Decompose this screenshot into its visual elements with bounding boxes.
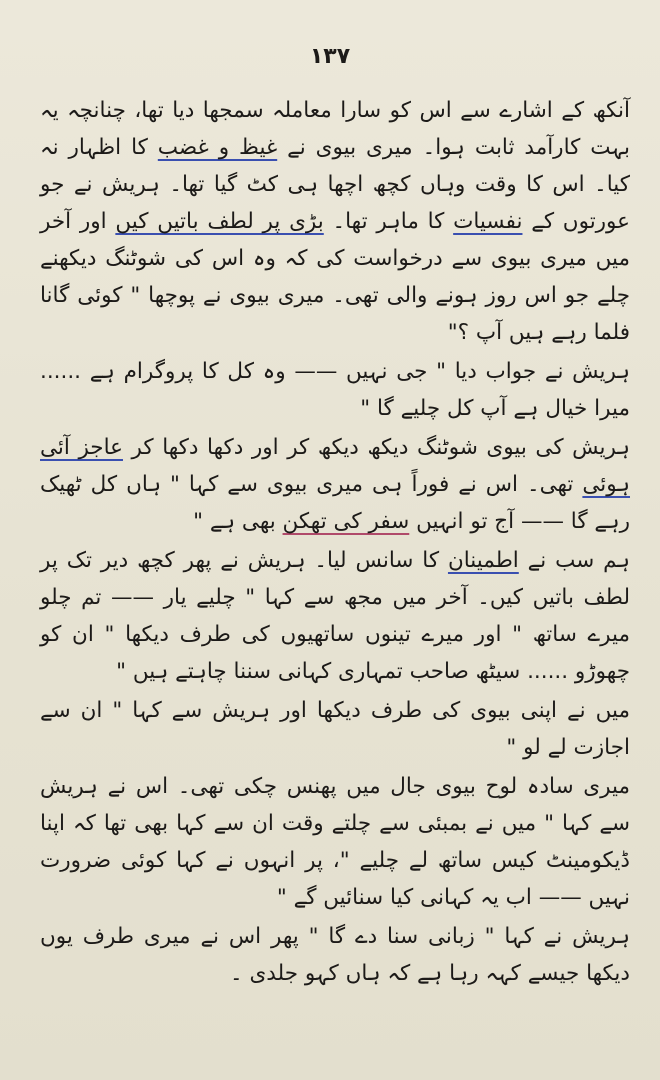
text-segment: تھی۔ اس نے فوراً ہی میری بیوی سے کہا " ہاں کل ٹھیک رہے گا —— آج تو انہیں	[40, 472, 630, 534]
underlined-phrase: عاجز آئی ہوئی	[40, 435, 630, 497]
text-segment: آنکھ کے اشارے سے اس کو سارا معاملہ سمجھا دیا تھا، چنانچہ یہ بہت کارآمد ثابت ہوا۔ میری بیوی نے	[40, 98, 630, 160]
underlined-phrase: بڑی پر لطف باتیں کیں	[115, 209, 324, 234]
text-segment: اور آخر میں میری بیوی سے درخواست کی کہ وہ اس کی شوٹنگ دیکھنے چلے جو اس روز ہونے والی تھی۔ میری بیوی نے پوچھا " کوئی گانا فلما رہے ہیں آپ ؟"	[40, 209, 630, 345]
underlined-phrase: سفر کی تھکن	[282, 509, 410, 534]
text-segment: بھی ہے "	[193, 509, 283, 534]
paragraph	[40, 429, 630, 540]
text-segment: میری سادہ لوح بیوی جال میں پھنس چکی تھی۔ اس نے ہریش سے کہا " میں نے بمبئی سے چلتے وقت ان سے کہا بھی تھا کہ اپنا ڈیکومینٹ کیس ساتھ لے چلیے "، پر انہوں نے کہا کوئی ضرورت نہیں —— اب یہ کہانی کیا سنائیں گے "	[40, 774, 630, 910]
underlined-phrase: غیظ و غضب	[157, 135, 278, 160]
text-segment: ہریش نے جواب دیا " جی نہیں —— وہ کل کا پروگرام ہے ...... میرا خیال ہے آپ کل چلیے گا "	[40, 359, 630, 421]
paragraph	[40, 542, 630, 690]
page-number: ۱۳۷	[309, 44, 351, 69]
underlined-phrase: نفسیات	[453, 209, 523, 234]
text-segment: ہم سب نے	[518, 548, 630, 573]
text-segment: کا ماہر تھا۔	[323, 209, 454, 234]
paragraph	[40, 353, 630, 427]
paragraph	[40, 692, 630, 766]
paragraph	[40, 768, 630, 916]
text-segment: ہریش نے کہا " زبانی سنا دے گا " پھر اس نے میری طرف یوں دیکھا جیسے کہہ رہا ہے کہ ہاں کہو جلدی ۔	[40, 924, 630, 986]
text-segment: کا سانس لیا۔ ہریش نے پھر کچھ دیر تک پر لطف باتیں کیں۔ آخر میں مجھ سے کہا " چلیے یار —— تم چلو میرے ساتھ " اور میرے تینوں ساتھیوں کی طرف دیکھا " ان کو چھوڑو ...... سیٹھ صاحب تمہاری کہانی سننا چاہتے ہیں "	[40, 548, 630, 684]
text-segment: ہریش کی بیوی شوٹنگ دیکھ دیکھ کر اور دکھا دکھا کر	[122, 435, 630, 460]
underlined-phrase: اطمینان	[447, 548, 519, 573]
paragraph	[40, 918, 630, 992]
text-segment: میں نے اپنی بیوی کی طرف دیکھا اور ہریش سے کہا " ان سے اجازت لے لو "	[40, 698, 630, 760]
paragraph	[40, 92, 630, 351]
text-segment: کا اظہار نہ کیا۔ اس کا وقت وہاں کچھ اچھا ہی کٹ گیا تھا۔ ہریش نے جو عورتوں کے	[40, 135, 630, 234]
page-text-body	[40, 92, 630, 1052]
